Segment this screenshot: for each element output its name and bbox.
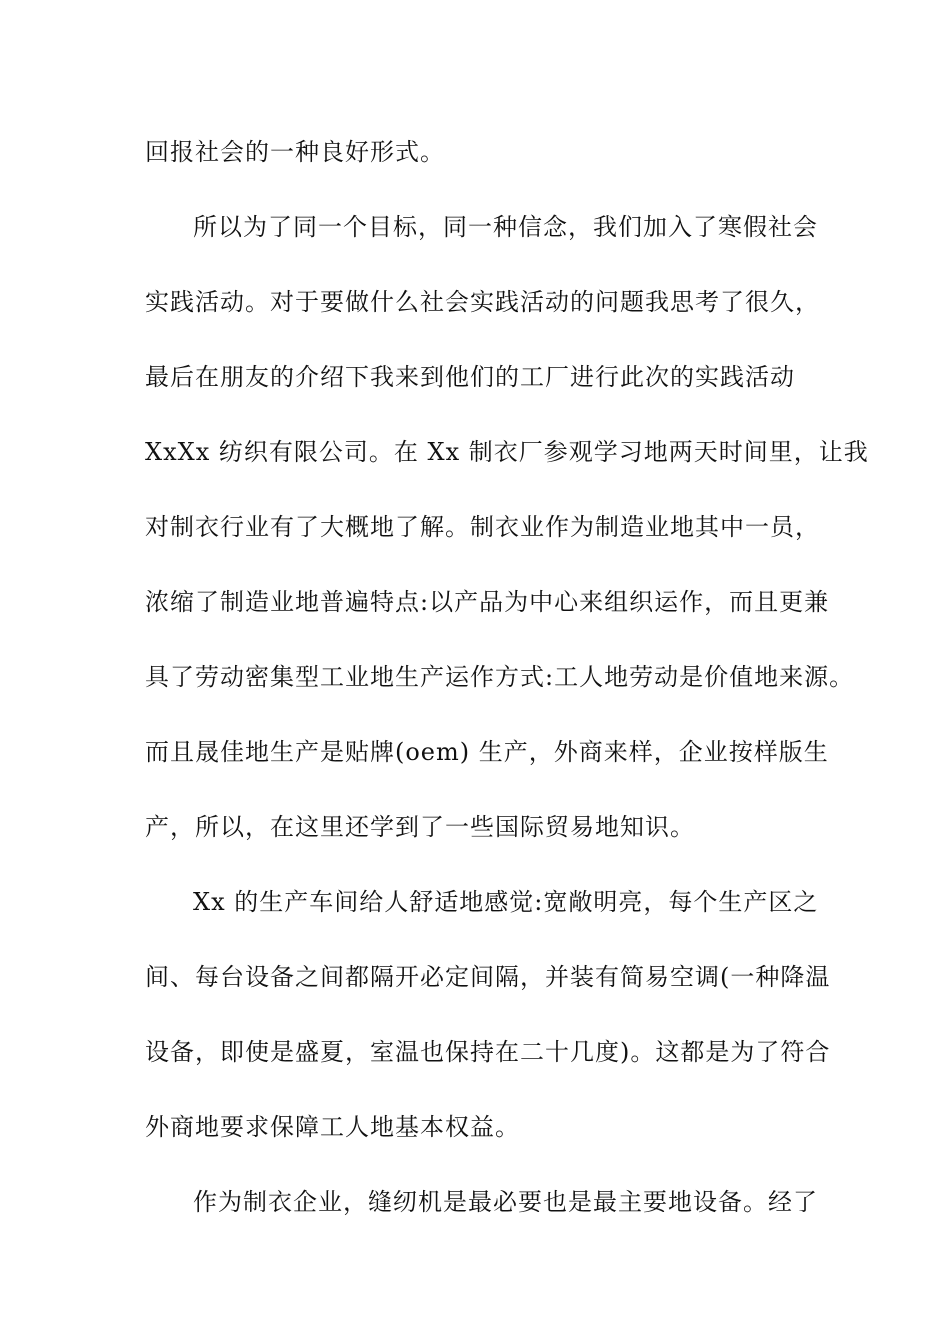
text-line: 具了劳动密集型工业地生产运作方式:工人地劳动是价值地来源。	[145, 663, 855, 691]
text-line: 间、每台设备之间都隔开必定间隔，并装有简易空调(一种降温	[145, 963, 831, 991]
paragraph-start-line: 作为制衣企业，缝纫机是最必要也是最主要地设备。经了	[193, 1188, 818, 1216]
text-line: 设备，即使是盛夏，室温也保持在二十几度)。这都是为了符合	[145, 1038, 831, 1066]
text-line: XxXx 纺织有限公司。在 Xx 制衣厂参观学习地两天时间里，让我	[145, 438, 869, 466]
text-line: 而且晟佳地生产是贴牌(oem) 生产，外商来样，企业按样版生	[145, 738, 829, 766]
text-line: 浓缩了制造业地普遍特点:以产品为中心来组织运作，而且更兼	[145, 588, 830, 616]
text-line: 产，所以，在这里还学到了一些国际贸易地知识。	[145, 813, 695, 841]
text-line: 外商地要求保障工人地基本权益。	[145, 1113, 520, 1141]
text-line: 回报社会的一种良好形式。	[145, 138, 445, 166]
text-line: 最后在朋友的介绍下我来到他们的工厂进行此次的实践活动	[145, 363, 795, 391]
paragraph-start-line: 所以为了同一个目标，同一种信念，我们加入了寒假社会	[193, 213, 818, 241]
text-line: 对制衣行业有了大概地了解。制衣业作为制造业地其中一员，	[145, 513, 820, 541]
text-line: 实践活动。对于要做什么社会实践活动的问题我思考了很久，	[145, 288, 820, 316]
paragraph-start-line: Xx 的生产车间给人舒适地感觉:宽敞明亮，每个生产区之	[193, 888, 819, 916]
